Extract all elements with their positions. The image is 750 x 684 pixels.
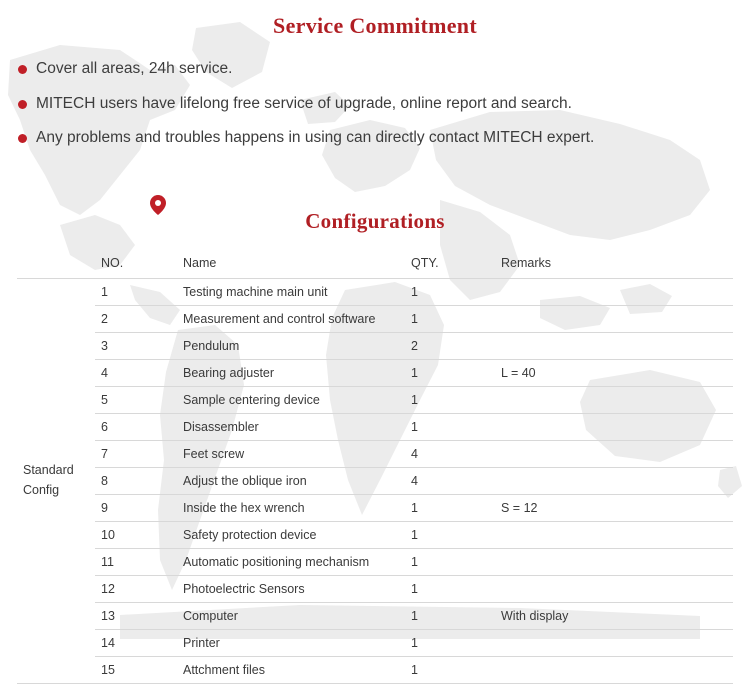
cell-name: Bearing adjuster [177, 359, 405, 386]
cell-remarks [495, 548, 733, 575]
configurations-table [17, 250, 733, 684]
column-header-no: NO. [95, 250, 177, 279]
cell-remarks [495, 413, 733, 440]
cell-qty: 1 [405, 413, 495, 440]
service-commitment-title: Service Commitment [273, 13, 477, 38]
cell-remarks [495, 575, 733, 602]
cell-no: 6 [95, 413, 177, 440]
table-row [17, 602, 733, 629]
cell-no: 7 [95, 440, 177, 467]
cell-qty: 1 [405, 494, 495, 521]
bullet-dot-icon [18, 65, 27, 74]
cell-remarks: S = 12 [495, 494, 733, 521]
cell-qty: 4 [405, 467, 495, 494]
table-row [17, 278, 733, 305]
cell-no: 5 [95, 386, 177, 413]
group-label-standard-config [17, 278, 95, 683]
service-commitment-list [0, 61, 750, 146]
cell-qty: 1 [405, 359, 495, 386]
cell-no: 4 [95, 359, 177, 386]
cell-qty: 2 [405, 332, 495, 359]
list-item [18, 96, 750, 112]
table-row [17, 575, 733, 602]
cell-name: Computer [177, 602, 405, 629]
cell-remarks [495, 332, 733, 359]
cell-name: Printer [177, 629, 405, 656]
column-header-remarks: Remarks [495, 250, 733, 279]
table-row [17, 386, 733, 413]
cell-no: 14 [95, 629, 177, 656]
cell-name: Measurement and control software [177, 305, 405, 332]
cell-remarks [495, 278, 733, 305]
cell-qty: 1 [405, 656, 495, 683]
cell-name: Attchment files [177, 656, 405, 683]
cell-name: Pendulum [177, 332, 405, 359]
cell-qty: 1 [405, 521, 495, 548]
cell-no: 2 [95, 305, 177, 332]
cell-remarks [495, 386, 733, 413]
column-header-group [17, 250, 95, 279]
table-row [17, 494, 733, 521]
cell-qty: 1 [405, 278, 495, 305]
cell-remarks: With display [495, 602, 733, 629]
group-label-line2: Config [23, 482, 60, 497]
cell-name: Testing machine main unit [177, 278, 405, 305]
table-row [17, 548, 733, 575]
table-row [17, 440, 733, 467]
cell-qty: 1 [405, 575, 495, 602]
cell-no: 9 [95, 494, 177, 521]
cell-remarks [495, 305, 733, 332]
bullet-dot-icon [18, 134, 27, 143]
table-row [17, 467, 733, 494]
cell-remarks [495, 656, 733, 683]
cell-no: 3 [95, 332, 177, 359]
list-item-text: Any problems and troubles happens in using can directly contact MITECH expert. [36, 129, 595, 146]
bullet-dot-icon [18, 100, 27, 109]
cell-no: 15 [95, 656, 177, 683]
table-row [17, 521, 733, 548]
group-label-line1: Standard [23, 463, 74, 478]
table-row [17, 656, 733, 683]
cell-no: 12 [95, 575, 177, 602]
cell-remarks [495, 521, 733, 548]
cell-name: Inside the hex wrench [177, 494, 405, 521]
cell-qty: 1 [405, 629, 495, 656]
cell-qty: 1 [405, 305, 495, 332]
list-item [18, 61, 750, 77]
table-row [17, 629, 733, 656]
list-item-text: MITECH users have lifelong free service of upgrade, online report and search. [36, 94, 572, 112]
cell-no: 11 [95, 548, 177, 575]
cell-no: 13 [95, 602, 177, 629]
cell-qty: 1 [405, 548, 495, 575]
cell-remarks [495, 467, 733, 494]
cell-name: Feet screw [177, 440, 405, 467]
table-body [17, 278, 733, 683]
table-row [17, 332, 733, 359]
list-item-text: Cover all areas, 24h service. [36, 60, 233, 77]
cell-remarks: L = 40 [495, 359, 733, 386]
column-header-name: Name [177, 250, 405, 279]
table-row [17, 359, 733, 386]
map-location-pin-icon [150, 195, 166, 215]
cell-no: 10 [95, 521, 177, 548]
cell-no: 8 [95, 467, 177, 494]
table-header-row [17, 250, 733, 279]
column-header-qty: QTY. [405, 250, 495, 279]
cell-name: Disassembler [177, 413, 405, 440]
cell-name: Photoelectric Sensors [177, 575, 405, 602]
cell-name: Sample centering device [177, 386, 405, 413]
configurations-title: Configurations [305, 208, 445, 233]
cell-qty: 1 [405, 386, 495, 413]
cell-name: Adjust the oblique iron [177, 467, 405, 494]
cell-no: 1 [95, 278, 177, 305]
table-row [17, 305, 733, 332]
cell-remarks [495, 440, 733, 467]
cell-name: Automatic positioning mechanism [177, 548, 405, 575]
cell-remarks [495, 629, 733, 656]
table-row [17, 413, 733, 440]
map-spacer [0, 165, 750, 201]
cell-qty: 4 [405, 440, 495, 467]
cell-qty: 1 [405, 602, 495, 629]
list-item [18, 130, 750, 146]
cell-name: Safety protection device [177, 521, 405, 548]
